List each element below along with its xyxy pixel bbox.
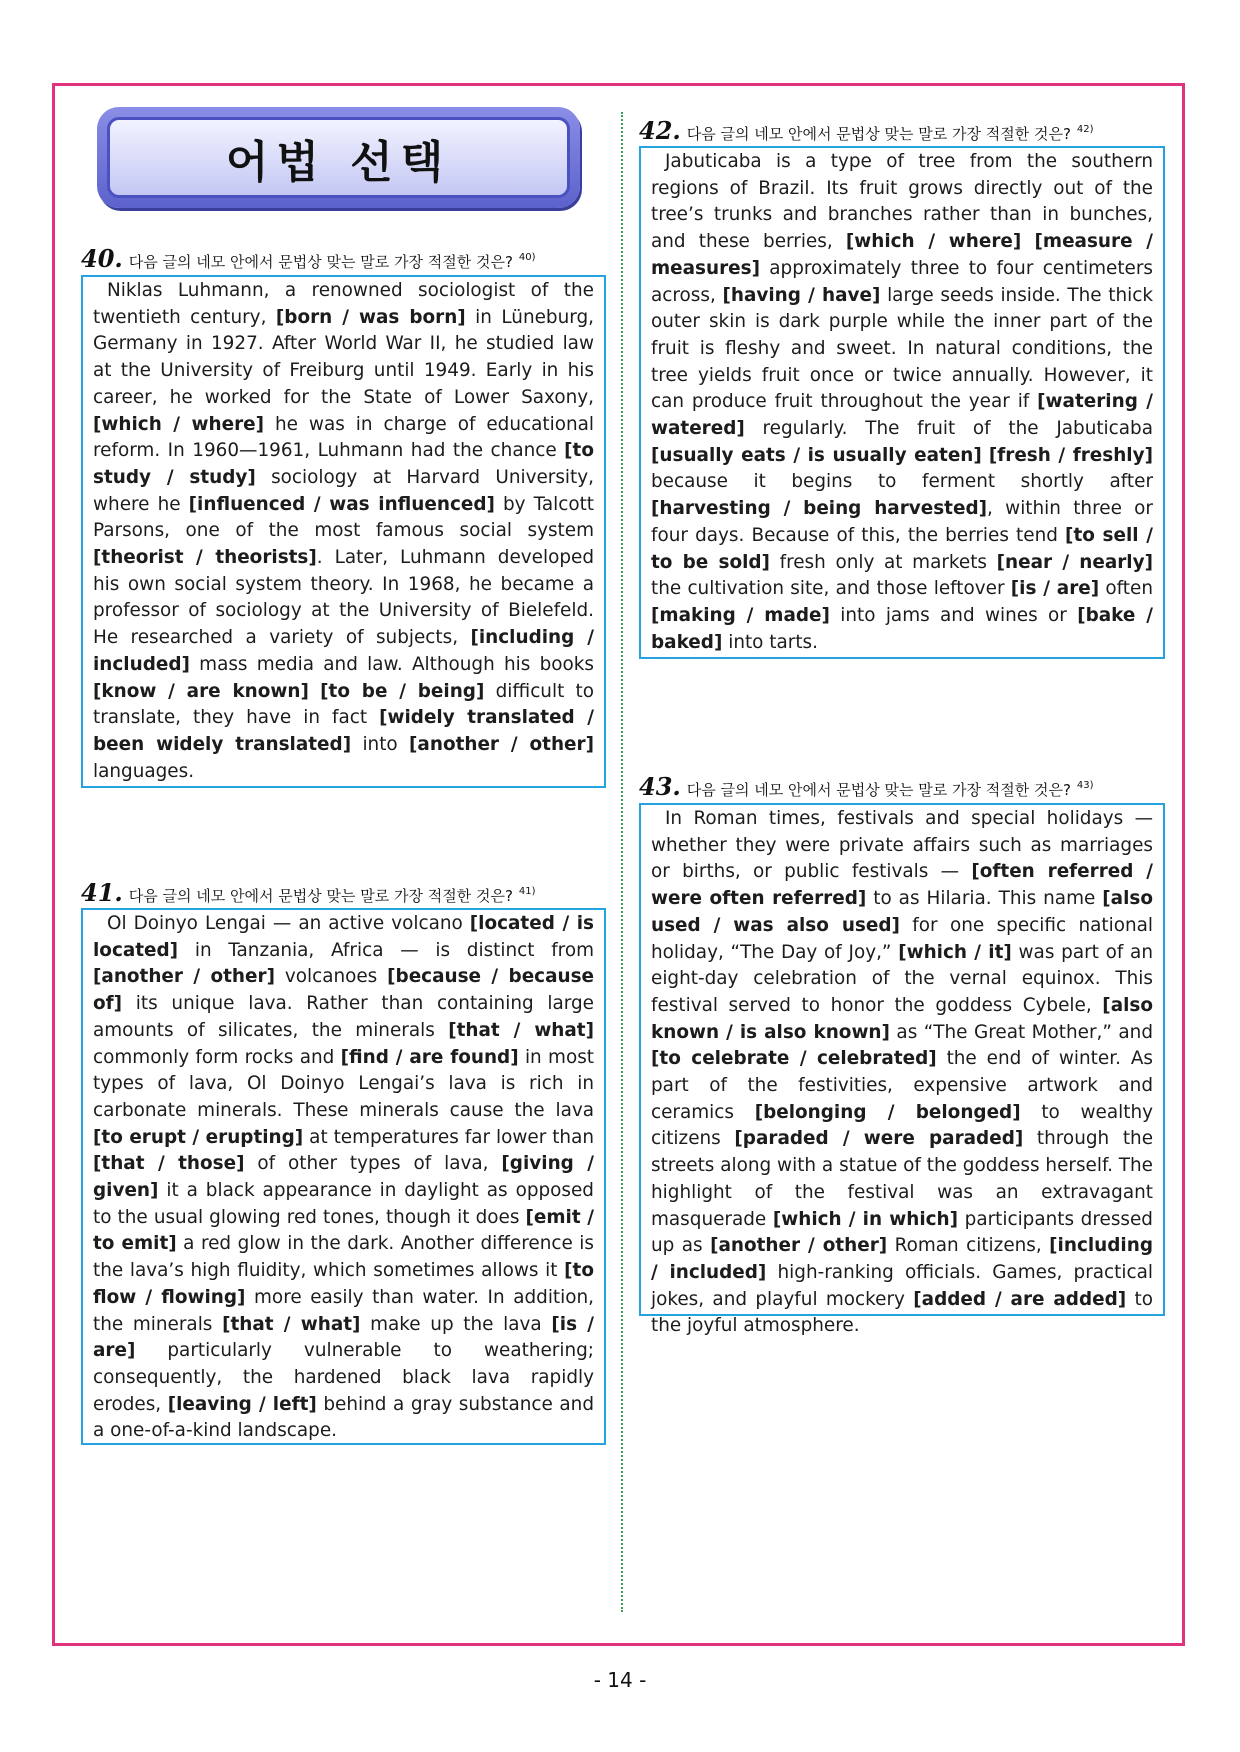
grammar-choice: [theorist / theorists] [93,547,317,569]
grammar-choice: [know / are known] [93,680,309,702]
question-number: 40. [81,244,123,273]
grammar-choice: [another / other] [409,733,594,755]
grammar-choice: [leaving / left] [167,1393,317,1415]
section-title: 어법 선택 [225,136,452,188]
passage-text: Ol Doinyo Lengai — an active volcano [located / is located] in Tanzania, Africa — is distinct from [another / other] volcanoes [because / because of] its unique lava. Rather than containing large amounts of silicates, the minerals [that / what] commonly form rocks and [find / are found] in most types of lava, Ol Doinyo Lengai’s lava is rich in carbonate minerals. These minerals cause the lava [to erupt / erupting] at temperatures far lower than [that / those] of other types of lava, [giving / given] it a black appearance in daylight as opposed to the usual glowing red tones, though it does [emit / to emit] a red glow in the dark. Another difference is the lava’s high fluidity, which sometimes allows it [to flow / flowing] more easily than water. In addition, the minerals [that / what] make up the lava [is / are] particularly vulnerable to weathering; consequently, the hardened black lava rapidly erodes, [leaving / left] behind a gray substance and a one-of-a-kind landscape. [93,913,595,1442]
question-prompt: 다음 글의 네모 안에서 문법상 맞는 말로 가장 적절한 것은? [128,253,513,271]
grammar-choice: [because / because of] [93,966,594,1015]
grammar-choice: [to study / study] [93,440,594,488]
passage-text: Niklas Luhmann, a renowned sociologist of the twentieth century, [born / was born] in Lüneburg, Germany in 1927. After World War II, he studied law at the University of Freiburg until 1949. Early in his career, he worked for the State of Lower Saxony, [which / where] he was in charge of educational reform. In 1960—1961, Luhmann had the chance [to study / study] sociology at Harvard University, where he [influenced / was influenced] by Talcott Parsons, one of the most famous social system [theorist / theorists]. Later, Luhmann developed his own social system theory. In 1968, he became a professor of sociology at the University of Bielefeld. He researched a variety of subjects, [including / included] mass media and law. Although his books [know / are known] [to be / being] difficult to translate, they have in fact [widely translated / been widely translated] into [another / other] languages. [93,280,595,782]
grammar-choice: [to celebrate / celebrated] [651,1048,937,1070]
grammar-choice: [to sell / to be sold] [651,524,1153,573]
grammar-choice: [also known / is also known] [651,994,1153,1043]
grammar-choice: [located / is located] [93,913,594,961]
grammar-choice: [which / where] [93,413,265,435]
grammar-choice: [added / are added] [913,1288,1127,1310]
grammar-choice: [often referred / were often referred] [651,861,1153,910]
grammar-choice: [widely translated / been widely translated] [93,707,594,755]
question-ref: 41) [518,886,536,897]
section-title-inner [107,117,570,198]
passage-box-42 [639,146,1165,659]
grammar-choice: [is / are] [1010,578,1100,600]
grammar-choice: [fresh / freshly] [988,444,1153,466]
grammar-choice: [harvesting / being harvested] [651,498,988,520]
question-header-41 [81,878,536,907]
section-title-badge [97,107,580,208]
grammar-choice: [is / are] [93,1313,595,1362]
grammar-choice: [influenced / was influenced] [188,493,495,515]
grammar-choice: [another / other] [93,966,275,988]
grammar-choice: [including / included] [651,1235,1153,1283]
grammar-choice: [that / what] [222,1313,361,1335]
grammar-choice: [giving / given] [93,1153,595,1202]
grammar-choice: [watering / watered] [651,391,1153,440]
page-number: - 14 - [593,1668,647,1692]
grammar-choice: [bake / baked] [651,604,1153,653]
grammar-choice: [emit / to emit] [93,1206,594,1255]
grammar-choice: [another / other] [710,1235,888,1257]
grammar-choice: [which / in which] [772,1208,959,1230]
grammar-choice: [to erupt / erupting] [93,1126,304,1148]
grammar-choice: [usually eats / is usually eaten] [651,444,982,466]
column-divider [621,112,623,1612]
question-header-40 [81,244,536,273]
grammar-choice: [which / where] [845,231,1022,253]
question-number: 41. [81,878,123,907]
grammar-choice: [which / it] [898,941,1012,963]
grammar-choice: [near / nearly] [996,551,1153,573]
question-prompt: 다음 글의 네모 안에서 문법상 맞는 말로 가장 적절한 것은? [128,887,513,905]
passage-box-41 [81,908,606,1445]
grammar-choice: [born / was born] [275,306,466,328]
grammar-choice: [making / made] [651,604,830,626]
passage-text: Jabuticaba is a type of tree from the southern regions of Brazil. Its fruit grows directly out of the tree’s trunks and branches rather than in bunches, and these berries, [which / where] [measure / measures] approximately three to four centimeters across, [having / have] large seeds inside. The thick outer skin is dark purple while the inner part of the fruit is fleshy and sweet. In natural conditions, the tree yields fruit once or twice annually. However, it can produce fruit throughout the year if [watering / watered] regularly. The fruit of the Jabuticaba [usually eats / is usually eaten] [fresh / freshly] because it begins to ferment shortly after [harvesting / being harvested], within three or four days. Because of this, the berries tend [to sell / to be sold] fresh only at markets [near / nearly] the cultivation site, and those leftover [is / are] often [making / made] into jams and wines or [bake / baked] into tarts. [651,151,1153,653]
grammar-choice: [that / what] [448,1019,595,1041]
grammar-choice: [to flow / flowing] [93,1260,594,1308]
grammar-choice: [including / included] [93,627,594,675]
question-prompt: 다음 글의 네모 안에서 문법상 맞는 말로 가장 적절한 것은? [686,125,1071,143]
grammar-choice: [having / have] [722,284,881,306]
grammar-choice: [that / those] [93,1153,245,1175]
grammar-choice: [to be / being] [320,680,485,702]
grammar-choice: [find / are found] [340,1046,519,1068]
question-ref: 43) [1076,780,1094,791]
question-prompt: 다음 글의 네모 안에서 문법상 맞는 말로 가장 적절한 것은? [686,781,1071,799]
grammar-choice: [measure / measures] [651,231,1153,279]
grammar-choice: [paraded / were paraded] [734,1128,1024,1150]
passage-box-40 [81,275,606,788]
question-ref: 42) [1076,124,1094,135]
question-number: 42. [639,116,681,145]
question-header-43 [639,772,1094,801]
grammar-choice: [also used / was also used] [651,888,1153,936]
question-ref: 40) [518,252,536,263]
grammar-choice: [belonging / belonged] [754,1101,1021,1123]
question-header-42 [639,116,1094,145]
passage-box-43 [639,803,1165,1337]
passage-text: In Roman times, festivals and special holidays — whether they were private affairs such as marriages or births, or public festivals — [often referred / were often referred] to as Hilaria. This name [also used / was also used] for one specific national holiday, “The Day of Joy,” [which / it] was part of an eight-day celebration of the vernal equinox. This festival served to honor the goddess Cybele, [also known / is also known] as “The Great Mother,” and [to celebrate / celebrated] the end of winter. As part of the festivities, expensive artwork and ceramics [belonging / belonged] to wealthy citizens [paraded / were paraded] through the streets along with a statue of the goddess herself. The highlight of the festival was an extravagant masquerade [which / in which] participants dressed up as [another / other] Roman citizens, [including / included] high-ranking officials. Games, practical jokes, and playful mockery [added / are added] to the joyful atmosphere. [651,808,1154,1337]
question-number: 43. [639,772,681,801]
